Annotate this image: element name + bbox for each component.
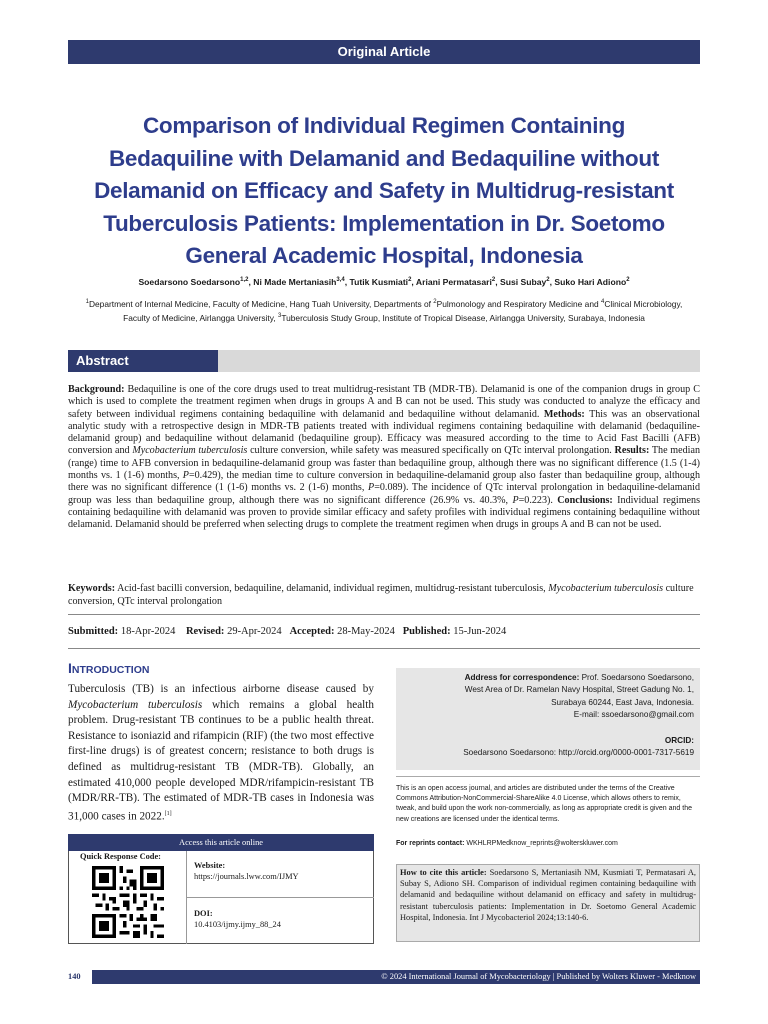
affil-sup: 1	[85, 299, 89, 305]
keywords-text: Acid-fast bacilli conversion, bedaquiline, delamanid, individual regimen, multidrug-resistant tuberculosis,	[115, 583, 549, 594]
doi-link[interactable]: 10.4103/ijmy.ijmy_88_24	[194, 920, 281, 929]
qr-label: Quick Response Code:	[80, 852, 161, 861]
open-access-notice: This is an open access journal, and articles are distributed under the terms of the Creative Commons Attribution-NonCommercial-ShareAlike 4.0 License, which allows others to remix, tweak, and build upon the work non-commercially, as long as appropriate credit is given and the new creations are licensed under the identical terms.	[396, 785, 692, 823]
author-sup: 2	[491, 277, 496, 284]
published-date: 15-Jun-2024	[453, 626, 507, 637]
accepted-label: Accepted:	[289, 626, 335, 637]
results-text: The median (range) time to AFB conversion in bedaquiline-delamanid group was faster than bedaquiline group, although there was no significant difference (1.5 (1-4) months vs. 1 (1-6) months,	[68, 445, 700, 482]
author-name: Ni Made Mertaniasih	[253, 277, 337, 287]
p-symbol: P	[512, 494, 519, 506]
page-number: 140	[68, 970, 92, 984]
abstract-body	[68, 384, 700, 532]
author-name: Soedarsono Soedarsono	[138, 277, 241, 287]
heading-initial: I	[68, 660, 72, 676]
orcid-link[interactable]: Soedarsono Soedarsono: http://orcid.org/0000-0001-7317-5619	[463, 748, 694, 758]
author-name: Suko Hari Adiono	[554, 277, 627, 287]
correspondence-label: Address for correspondence:	[464, 673, 580, 682]
affil-sup: 2	[433, 299, 437, 305]
citation-body: Soedarsono S, Mertaniasih NM, Kusmiati T, Permatasari A, Subay S, Adiono SH. Comparison of individual regimen containing bedaquiline with delamanid and bedaquiline without delamanid on efficacy and safety in multidrug-resistant tuberculosis patients: Implementation in Dr. Soetomo General Academic Hospital, Indonesia. Int J Mycobacteriol 2024;13:140-6.	[400, 868, 696, 922]
doi-label: DOI:	[194, 909, 213, 918]
affil-text: Clinical Microbiology,	[604, 298, 683, 309]
keywords	[68, 583, 700, 608]
methods-label: Methods:	[543, 408, 585, 420]
background-text: Bedaquiline is one of the core drugs used to treat multidrug-resistant TB (MDR-TB). Delamanid is one of the companion drugs in group C which is used to complete the treatment regimen when drugs in groups A and B can not be used. This study was conducted to analyze the efficacy and safety between individual regimens containing bedaquiline with delamanid and bedaquiline without delamanid.	[68, 384, 700, 420]
submitted-label: Submitted:	[68, 626, 119, 637]
conclusions-label: Conclusions:	[557, 494, 613, 506]
author-sup: 3,4	[336, 277, 345, 284]
author-sup: 1,2	[240, 277, 249, 284]
published-label: Published:	[402, 626, 451, 637]
citation-text	[400, 867, 696, 923]
heading-rest: NTRODUCTION	[71, 664, 150, 676]
affil-text: Pulmonology and Respiratory Medicine and	[436, 298, 601, 309]
results-text: =0.429), the median time to culture conversion in bedaquiline-delamanid group also faster than bedaquiline group, although there was no significant difference (1 (1-6) months vs. 2 (1-6) months,	[68, 470, 700, 494]
website-label: Website:	[194, 861, 226, 870]
author-list: Soedarsono Soedarsono$^{1,2}$, Ni Made Mertaniasih$^{3,4}$, Tutik Kusmiati$^2$, Ariani Permatasari$^2$, Susi Subay$^2$, Suko Hari Adiono$^2$	[138, 277, 630, 287]
website-link[interactable]: https://journals.lww.com/IJMY	[194, 872, 299, 881]
divider	[396, 776, 700, 777]
affil-sup: 4	[600, 299, 605, 305]
affil-text: Department of Internal Medicine, Faculty of Medicine, Hang Tuah University, Departments of	[88, 298, 434, 309]
author-sup: 2	[408, 277, 412, 284]
reprints-label: For reprints contact:	[396, 840, 465, 847]
orcid-label: ORCID:	[664, 736, 694, 746]
reprints-contact	[396, 840, 700, 847]
revised-label: Revised:	[185, 626, 225, 637]
intro-species: Mycobacterium tuberculosis	[68, 698, 203, 711]
results-label: Results:	[614, 445, 650, 457]
correspondence-line: West Area of Dr. Ramelan Navy Hospital, Street Gadung No. 1,	[464, 685, 694, 695]
footer-copyright: © 2024 International Journal of Mycobacteriology | Published by Wolters Kluwer - Medknow	[381, 972, 696, 981]
accepted-date: 28-May-2024	[337, 626, 395, 637]
submitted-date: 18-Apr-2024	[120, 626, 176, 637]
species-name: Mycobacterium tuberculosis	[132, 445, 248, 457]
correspondence-email[interactable]: E-mail: ssoedarsono@gmail.com	[573, 709, 694, 719]
reference-link[interactable]: [1]	[164, 810, 172, 817]
article-dates	[68, 626, 700, 637]
reprints-email[interactable]: WKHLRPMedknow_reprints@wolterskluwer.com	[464, 840, 618, 847]
results-text: =0.089). The incidence of QTc interval prolongation in bedaquiline-delamanid group was less than bedaquiline group, although there was no significant difference (26.9% vs. 40.3%,	[68, 482, 701, 506]
conclusions-text: Individual regimens containing bedaquiline with delamanid was proven to provide similar efficacy and safety profiles with individual regimens containing bedaquiline without delamanid. Delamanid should be preferred when selecting drugs to complete the treatment regimen when drugs in groups A and B can not be used.	[68, 494, 700, 531]
results-text: =0.223).	[518, 494, 558, 506]
keywords-label: Keywords:	[68, 583, 116, 594]
correspondence-text	[402, 672, 694, 760]
author-name: Ariani Permatasari	[415, 277, 492, 287]
author-sup: 2	[626, 277, 630, 284]
correspondence-line: Surabaya 60244, East Java, Indonesia.	[551, 697, 694, 707]
author-name: Tutik Kusmiati	[349, 277, 409, 287]
methods-text: This was an observational analytic study with a retrospective design in MDR-TB patients treated with individual regimens containing bedaquiline with delamanid (bedaquiline-delamanid group) and bedaquiline without delamanid (bedaquiline group). Efficacy was measured according to the time to Acid Fast Bacilli (AFB) conversion and	[68, 408, 700, 457]
affiliations	[68, 296, 700, 325]
introduction-heading	[68, 660, 149, 676]
p-symbol: P	[368, 482, 375, 494]
abstract-heading: Abstract	[68, 350, 218, 372]
divider	[68, 648, 700, 649]
p-symbol: P	[182, 470, 189, 482]
keywords-text: culture conversion, QTc interval prolongation	[68, 583, 694, 607]
article-title: Comparison of Individual Regimen Containing Bedaquiline with Delamanid and Bedaquiline without Delamanid on Efficacy and Safety in Multidrug-resistant Tuberculosis Patients: Implementation in Dr. Soetomo General Academic Hospital, Indonesia	[94, 113, 674, 268]
affil-sup: 3	[277, 313, 282, 320]
citation-label: How to cite this article:	[400, 868, 487, 877]
divider	[68, 614, 700, 615]
methods-text: culture conversion, while safety was measured specifically on QTc interval prolongation.	[247, 445, 615, 457]
access-divider	[186, 897, 374, 898]
author-sup: 2	[546, 277, 550, 284]
affil-text: Faculty of Medicine, Airlangga University,	[123, 313, 278, 324]
access-heading: Access this article online	[68, 834, 374, 851]
intro-text: Tuberculosis (TB) is an infectious airborne disease caused by	[68, 683, 374, 695]
article-type-banner: Original Article	[68, 40, 700, 64]
affil-text: Tuberculosis Study Group, Institute of Tropical Disease, Airlangga University, Surabaya, Indonesia	[281, 313, 645, 324]
keywords-species: Mycobacterium tuberculosis	[548, 583, 664, 594]
revised-date: 29-Apr-2024	[227, 626, 282, 637]
intro-text: which remains a global health problem. Drug-resistant TB continues to be a public health threat. Resistance to isoniazid and rifampicin (RIF) (the two most effective first-line drugs) is of greatest concern; resistance to both drugs is defined as multidrug-resistant TB (MDR-TB). Globally, an estimated 410,000 people developed MDR/rifampicin-resistant TB (MDR/RR-TB). The estimated of MDR-TB cases in Indonesia was 31,000 cases in 2022.	[68, 698, 374, 823]
author-name: Susi Subay	[499, 277, 547, 287]
introduction-paragraph	[68, 682, 374, 825]
background-label: Background:	[68, 384, 125, 395]
qr-code[interactable]	[92, 866, 164, 938]
correspondence-name: Prof. Soedarsono Soedarsono,	[579, 673, 694, 682]
